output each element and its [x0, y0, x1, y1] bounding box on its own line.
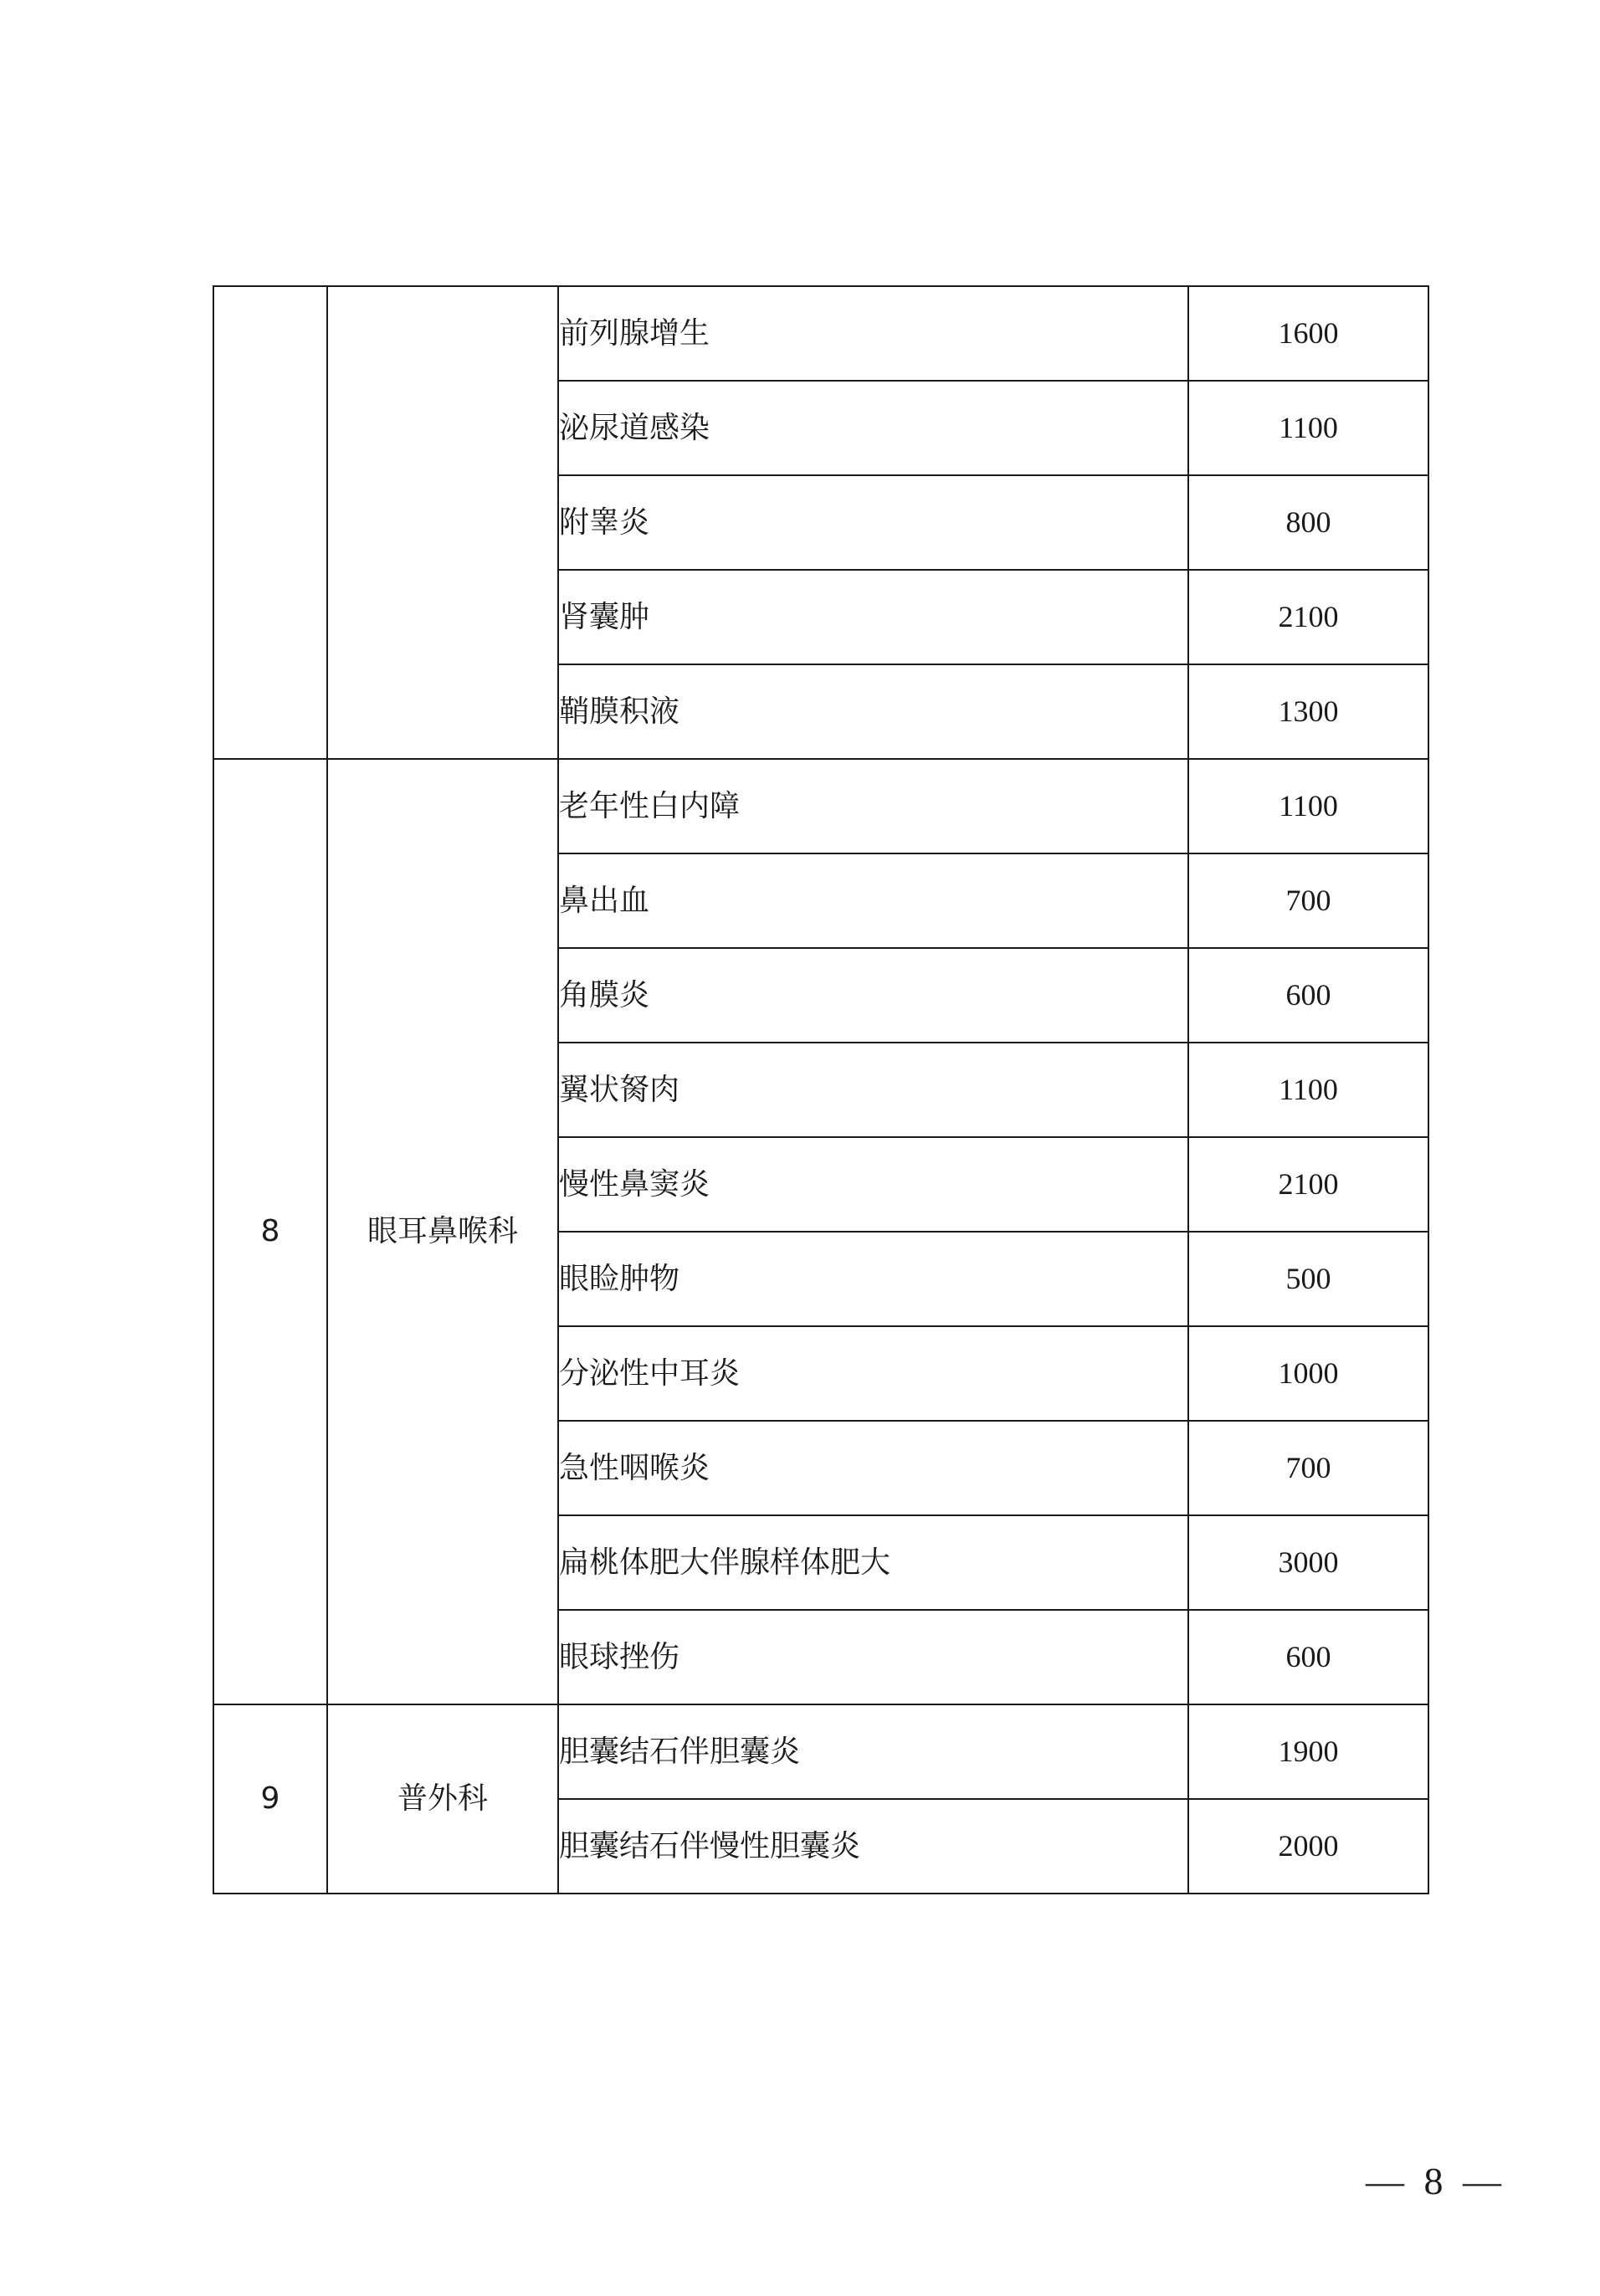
department-cell: 普外科 [327, 1704, 558, 1894]
table-row [213, 1704, 1428, 1799]
row-number-cell [213, 286, 327, 759]
disease-name-cell: 角膜炎 [558, 948, 1188, 1043]
fee-cell: 2000 [1188, 1799, 1428, 1894]
fee-cell: 1100 [1188, 759, 1428, 853]
disease-name-cell: 胆囊结石伴慢性胆囊炎 [558, 1799, 1188, 1894]
fee-cell: 1000 [1188, 1326, 1428, 1421]
fee-cell: 1100 [1188, 381, 1428, 475]
fee-cell: 1600 [1188, 286, 1428, 381]
disease-name-cell: 慢性鼻窦炎 [558, 1137, 1188, 1232]
department-cell: 眼耳鼻喉科 [327, 759, 558, 1704]
disease-name-cell: 翼状胬肉 [558, 1043, 1188, 1137]
fee-cell: 1900 [1188, 1704, 1428, 1799]
disease-fee-table [213, 285, 1429, 1894]
table-row [213, 759, 1428, 853]
disease-name-cell: 肾囊肿 [558, 570, 1188, 664]
disease-name-cell: 分泌性中耳炎 [558, 1326, 1188, 1421]
fee-cell: 2100 [1188, 570, 1428, 664]
table-body [213, 286, 1428, 1894]
disease-name-cell: 鼻出血 [558, 853, 1188, 948]
fee-cell: 700 [1188, 1421, 1428, 1515]
fee-cell: 1300 [1188, 664, 1428, 759]
row-number-cell: 9 [213, 1704, 327, 1894]
disease-name-cell: 鞘膜积液 [558, 664, 1188, 759]
disease-name-cell: 胆囊结石伴胆囊炎 [558, 1704, 1188, 1799]
fee-cell: 700 [1188, 853, 1428, 948]
department-cell [327, 286, 558, 759]
fee-cell: 600 [1188, 948, 1428, 1043]
disease-name-cell: 眼睑肿物 [558, 1232, 1188, 1326]
fee-cell: 500 [1188, 1232, 1428, 1326]
disease-name-cell: 老年性白内障 [558, 759, 1188, 853]
disease-name-cell: 急性咽喉炎 [558, 1421, 1188, 1515]
row-number-cell: 8 [213, 759, 327, 1704]
page-number: — 8 — [1366, 2160, 1506, 2202]
disease-name-cell: 附睾炎 [558, 475, 1188, 570]
fee-cell: 1100 [1188, 1043, 1428, 1137]
disease-name-cell: 眼球挫伤 [558, 1610, 1188, 1704]
table-row [213, 286, 1428, 381]
disease-name-cell: 扁桃体肥大伴腺样体肥大 [558, 1515, 1188, 1610]
fee-cell: 3000 [1188, 1515, 1428, 1610]
fee-cell: 600 [1188, 1610, 1428, 1704]
fee-cell: 800 [1188, 475, 1428, 570]
disease-name-cell: 前列腺增生 [558, 286, 1188, 381]
fee-cell: 2100 [1188, 1137, 1428, 1232]
disease-name-cell: 泌尿道感染 [558, 381, 1188, 475]
